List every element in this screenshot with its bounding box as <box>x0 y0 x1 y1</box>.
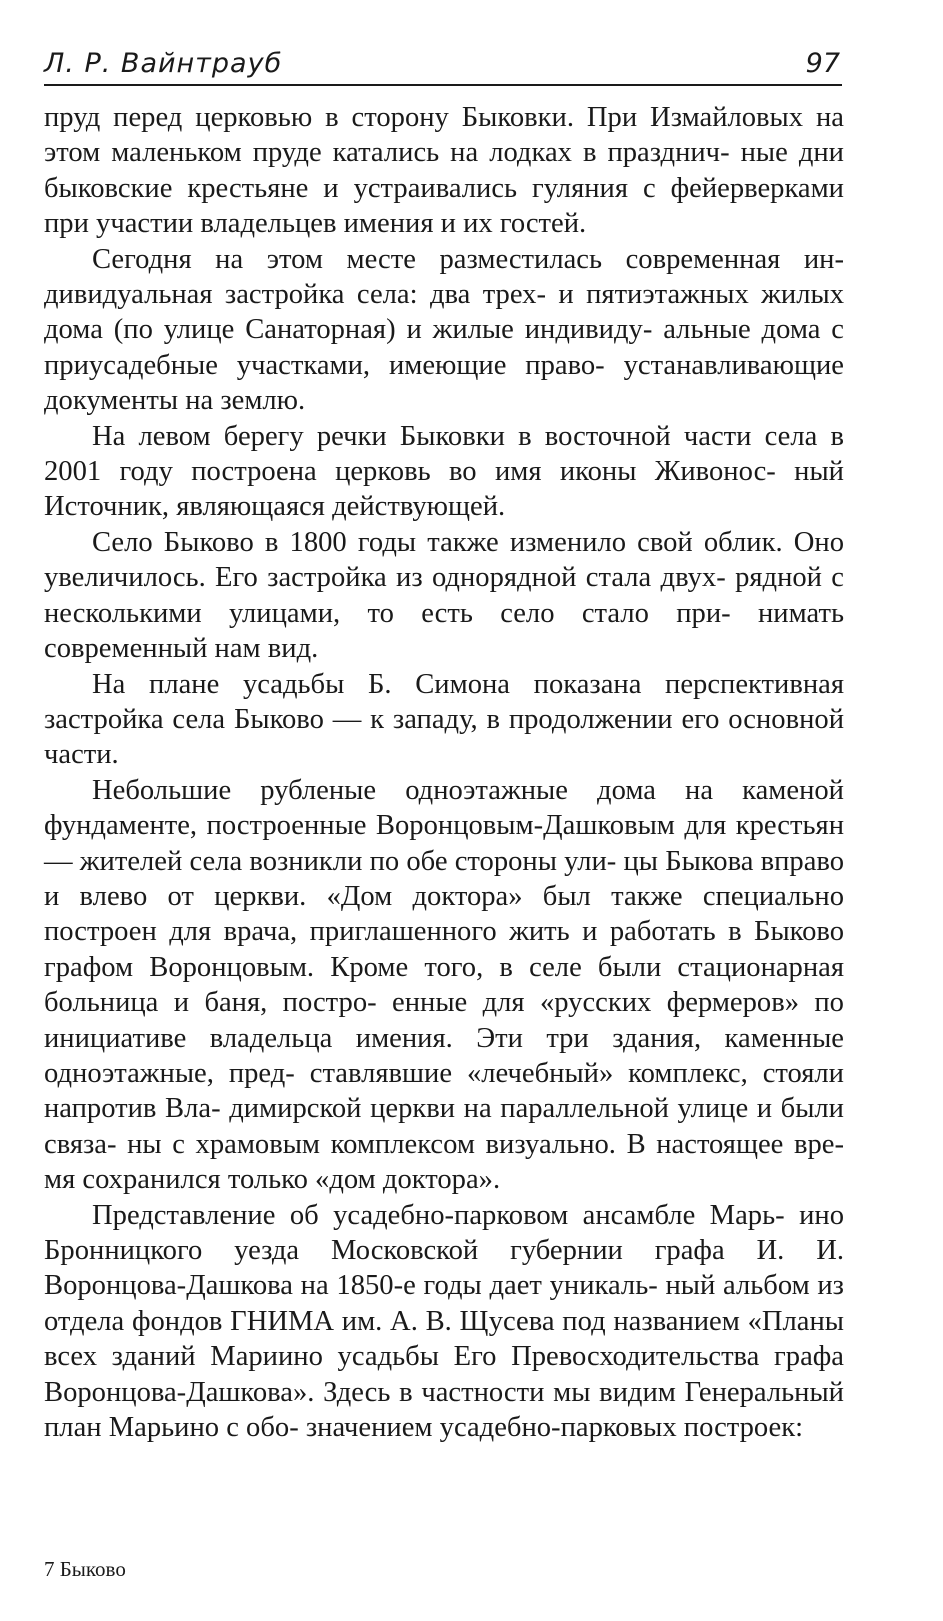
text-line: на этом маленьком пруде катались на лодках в празднич- <box>44 102 844 169</box>
text-line: также специально построен для врача, приглашенного <box>44 880 844 948</box>
paragraph <box>44 525 844 667</box>
paragraph <box>44 100 844 242</box>
running-head-author: Л. Р. Вайнтрауб <box>44 48 283 79</box>
text-line: Оно увеличилось. Его застройка из однорядной стала двух- <box>44 526 844 594</box>
signature-mark: 7 Быково <box>44 1557 126 1581</box>
paragraph <box>44 1198 844 1446</box>
text-line: ны с храмовым комплексом визуально. В настоящее вре- <box>127 1128 844 1160</box>
text-line: Сегодня на этом месте разместилась современная ин- <box>92 243 844 275</box>
text-line: дивидуальная застройка села: два трех- и пятиэтажных <box>44 279 762 311</box>
paragraph <box>44 667 844 773</box>
text-line: фундаменте, построенные Воронцовым-Дашковым для <box>44 810 736 842</box>
text-line: имения. Эти три здания, каменные одноэтажные, пред- <box>44 1022 844 1089</box>
text-line: Превосходительства графа Воронцова-Дашкова». Здесь <box>44 1341 844 1408</box>
running-head <box>44 44 842 86</box>
text-line: димирской церкви на параллельной улице и были связа- <box>44 1093 844 1160</box>
paragraph <box>44 242 844 419</box>
text-line: под названием «Планы всех зданий Мариино усадьбы Его <box>44 1305 844 1373</box>
text-line: Село Быково в 1800 годы также изменило свой облик. <box>92 526 794 558</box>
text-line: Представление об усадебно-парковом ансамбле Марь- <box>92 1199 785 1231</box>
text-line: ино Бронницкого уезда Московской губернии графа <box>44 1199 845 1266</box>
text-line: На левом берегу речки Быковки в восточной части села <box>92 420 831 452</box>
text-line: значением усадебно-парковых построек: <box>305 1412 804 1444</box>
text-line: енные для «русских фермеров» по инициативе владельца <box>44 987 844 1054</box>
text-line: цы Быкова вправо и влево от церкви. «Дом доктора» был <box>44 845 844 912</box>
text-line: ный альбом из отдела фондов ГНИМА им. А. В. Щусева <box>44 1270 844 1337</box>
text-line: того, в селе были стационарная больница и баня, постро- <box>44 951 845 1019</box>
text-line: застройка села Быково — к западу, в продолжении его <box>44 703 729 735</box>
paragraph <box>44 773 844 1198</box>
text-line: И. И. Воронцова-Дашкова на 1850-е годы дает уникаль- <box>44 1235 844 1302</box>
text-line: альные дома с приусадебные участками, имеющие право- <box>44 314 845 381</box>
text-line: жить и работать в Быково графом Воронцовым. Кроме <box>44 916 844 983</box>
text-line: рядной с несколькими улицами, то есть село стало при- <box>44 562 844 629</box>
body-text <box>44 100 844 1445</box>
text-line: ставлявшие «лечебный» комплекс, стояли напротив Вла- <box>44 1057 844 1125</box>
text-line: крестьян — жителей села возникли по обе стороны ули- <box>44 810 844 877</box>
paragraph <box>44 419 844 525</box>
text-line: в 2001 году построена церковь во имя иконы Живонос- <box>44 420 844 488</box>
page-number: 97 <box>805 48 840 79</box>
text-line: На плане усадьбы Б. Симона показана перспективная <box>92 668 844 700</box>
text-line: нимать современный нам вид. <box>44 597 844 665</box>
text-line: основной части. <box>44 703 844 771</box>
text-line: Небольшие рубленые одноэтажные дома на каменой <box>92 774 844 806</box>
text-line: ный Источник, являющаяся действующей. <box>44 456 844 523</box>
text-line: в частности мы видим Генеральный план Марьино с обо- <box>44 1376 844 1444</box>
text-line: мя сохранился только «дом доктора». <box>44 1164 501 1196</box>
text-line: ные дни быковские крестьяне и устраивались гуляния с <box>44 137 844 204</box>
text-line: пруд перед церковью в сторону Быковки. При Измайловых <box>44 102 816 133</box>
text-line: устанавливающие документы на землю. <box>44 349 844 417</box>
text-line: жилых дома (по улице Санаторная) и жилые индивиду- <box>44 279 844 346</box>
text-line: фейерверками при участии владельцев имения и их гостей. <box>44 172 844 240</box>
